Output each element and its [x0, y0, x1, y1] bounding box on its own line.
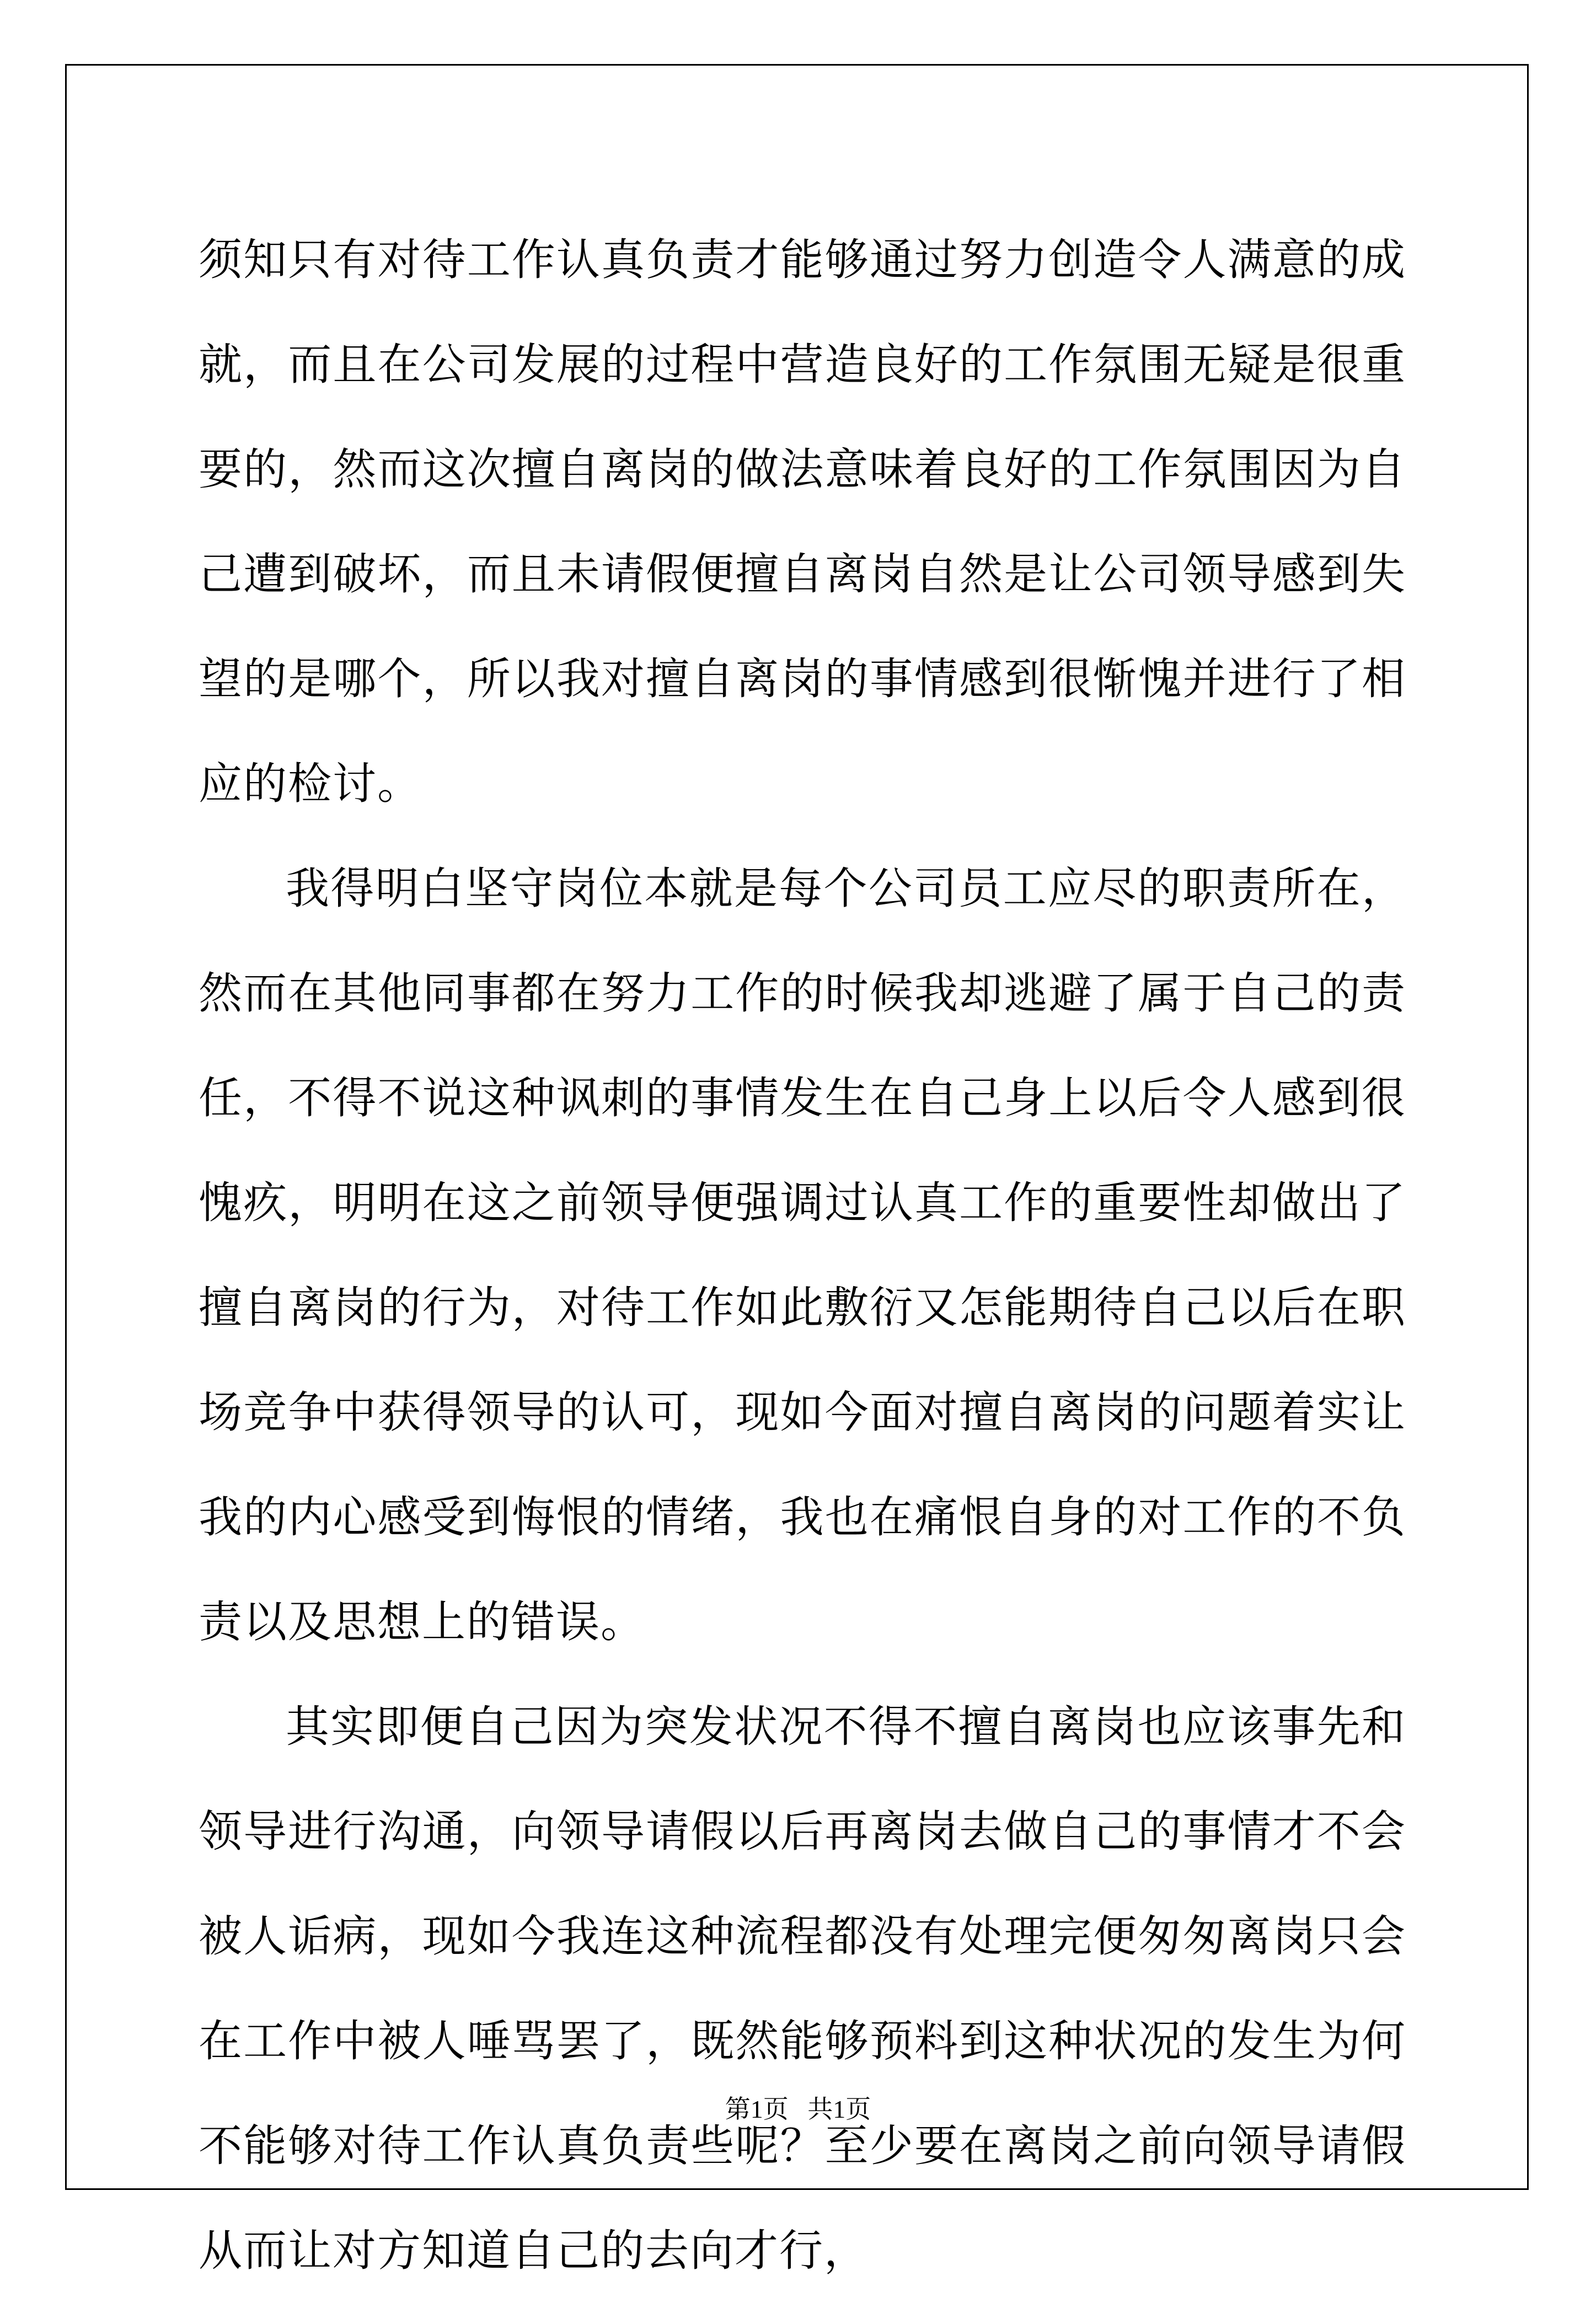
paragraph-2: 我得明白坚守岗位本就是每个公司员工应尽的职责所在，然而在其他同事都在努力工作的时候我却逃避了属于自己的责任，不得不说这种讽刺的事情发生在自己身上以后令人感到很愧疚，明明在这之前领导便强调过认真工作的重要性却做出了擅自离岗的行为，对待工作如此敷衍又怎能期待自己以后在职场竞争中获得领导的认可，现如今面对擅自离岗的问题着实让我的内心感受到悔恨的情绪，我也在痛恨自身的对工作的不负责以及思想上的错误。	[199, 863, 1406, 1647]
footer-spacer	[789, 2095, 808, 2123]
page-number: 第1页	[725, 2095, 789, 2123]
paragraph-1: 须知只有对待工作认真负责才能够通过努力创造令人满意的成就，而且在公司发展的过程中营造良好的工作氛围无疑是很重要的，然而这次擅自离岗的做法意味着良好的工作氛围因为自己遭到破坏，而且未请假便擅自离岗自然是让公司领导感到失望的是哪个，所以我对擅自离岗的事情感到很惭愧并进行了相应的检讨。	[199, 234, 1406, 809]
page-footer	[0, 2093, 1596, 2126]
paragraph-3: 其实即便自己因为突发状况不得不擅自离岗也应该事先和领导进行沟通，向领导请假以后再离岗去做自己的事情才不会被人诟病，现如今我连这种流程都没有处理完便匆匆离岗只会在工作中被人唾骂罢了，既然能够预料到这种状况的发生为何不能够对待工作认真负责些呢？至少要在离岗之前向领导请假从而让对方知道自己的去向才行，	[199, 1701, 1406, 2276]
document-body	[199, 207, 1406, 2303]
page-total: 共1页	[807, 2095, 871, 2123]
